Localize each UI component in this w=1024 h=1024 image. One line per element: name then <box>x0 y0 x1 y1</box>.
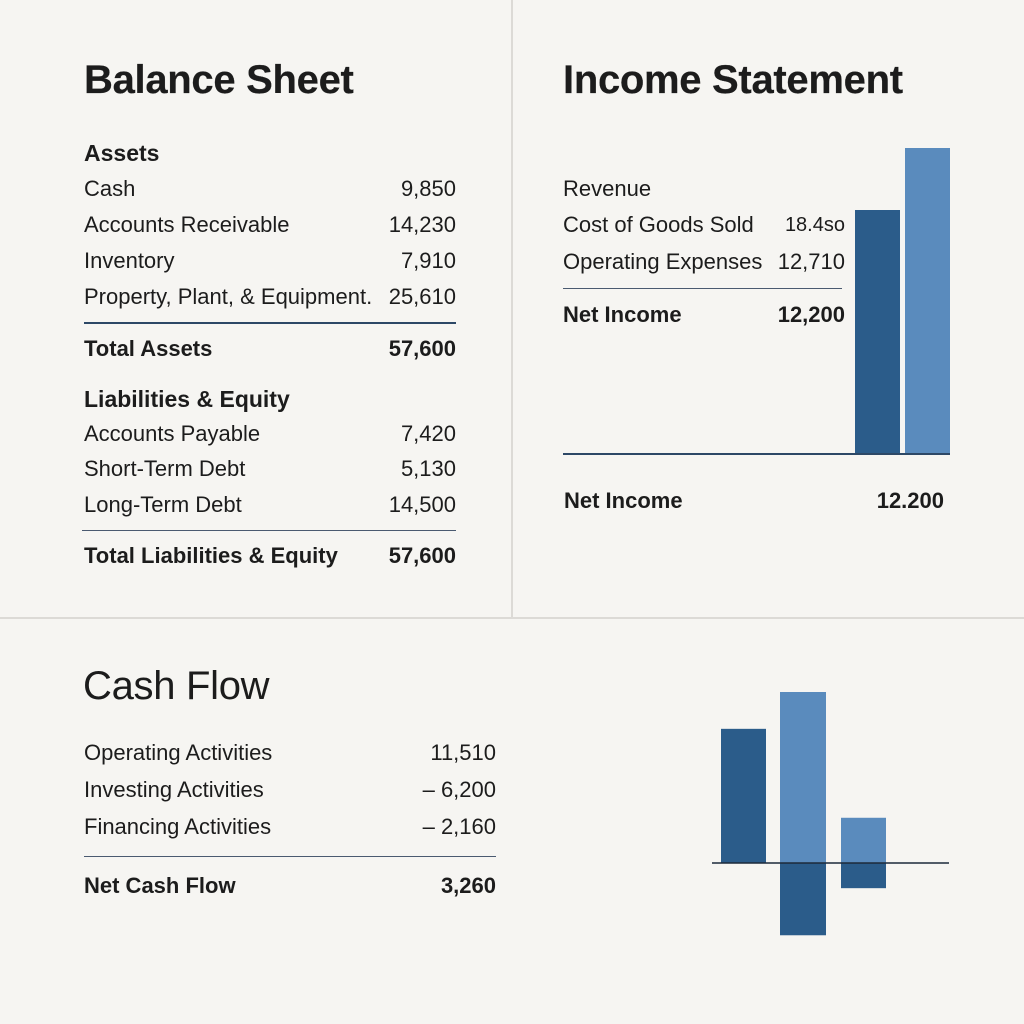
row-label: Property, Plant, & Equipment. <box>84 284 373 309</box>
row-label: Total Assets <box>84 336 213 361</box>
row-label: Operating Expenses <box>563 249 763 274</box>
row-value: 14,500 <box>388 492 456 517</box>
cash-flow-title: Cash Flow <box>83 664 270 708</box>
row-label: Investing Activities <box>84 777 264 802</box>
row-value: 5,130 <box>400 456 456 481</box>
row-label: Revenue <box>563 176 652 201</box>
row-value: 12.200 <box>876 488 944 513</box>
cash-flow-bar <box>721 729 766 863</box>
row-value: 18.4so <box>784 214 845 236</box>
row-label: Net Income <box>563 302 682 327</box>
row-value: – 6,200 <box>422 777 496 802</box>
row-value: 9,850 <box>400 176 456 201</box>
balance-sheet-title: Balance Sheet <box>84 58 354 102</box>
row-value: 12,200 <box>777 302 845 327</box>
row-value: – 2,160 <box>422 814 496 839</box>
row-label: Net Income <box>564 488 683 513</box>
cash-flow-bar <box>841 818 886 863</box>
row-value: 14,230 <box>388 212 456 237</box>
row-label: Operating Activities <box>84 740 273 765</box>
row-label: Inventory <box>84 248 175 273</box>
row-value: 25,610 <box>388 284 456 309</box>
income-statement-title: Income Statement <box>563 58 903 102</box>
row-label: Financing Activities <box>84 814 272 839</box>
row-value: 12,710 <box>777 249 845 274</box>
row-value: 7,910 <box>400 248 456 273</box>
row-label: Accounts Payable <box>84 421 261 446</box>
liabilities-heading: Liabilities & Equity <box>84 386 290 412</box>
row-label: Total Liabilities & Equity <box>84 543 338 568</box>
row-value: 57,600 <box>388 543 456 568</box>
cash-flow-bar <box>841 863 886 888</box>
row-value: 57,600 <box>388 336 456 361</box>
row-label: Accounts Receivable <box>84 212 290 237</box>
row-value: 7,420 <box>400 421 456 446</box>
row-value: 11,510 <box>430 740 496 765</box>
row-value: 3,260 <box>440 873 496 898</box>
row-label: Cost of Goods Sold <box>563 212 754 237</box>
assets-heading: Assets <box>84 140 160 166</box>
cash-flow-bar <box>780 863 826 935</box>
row-label: Cash <box>84 176 136 201</box>
row-label: Short-Term Debt <box>84 456 246 481</box>
row-label: Net Cash Flow <box>84 873 236 898</box>
row-label: Long-Term Debt <box>84 492 242 517</box>
cash-flow-bar <box>780 692 826 863</box>
